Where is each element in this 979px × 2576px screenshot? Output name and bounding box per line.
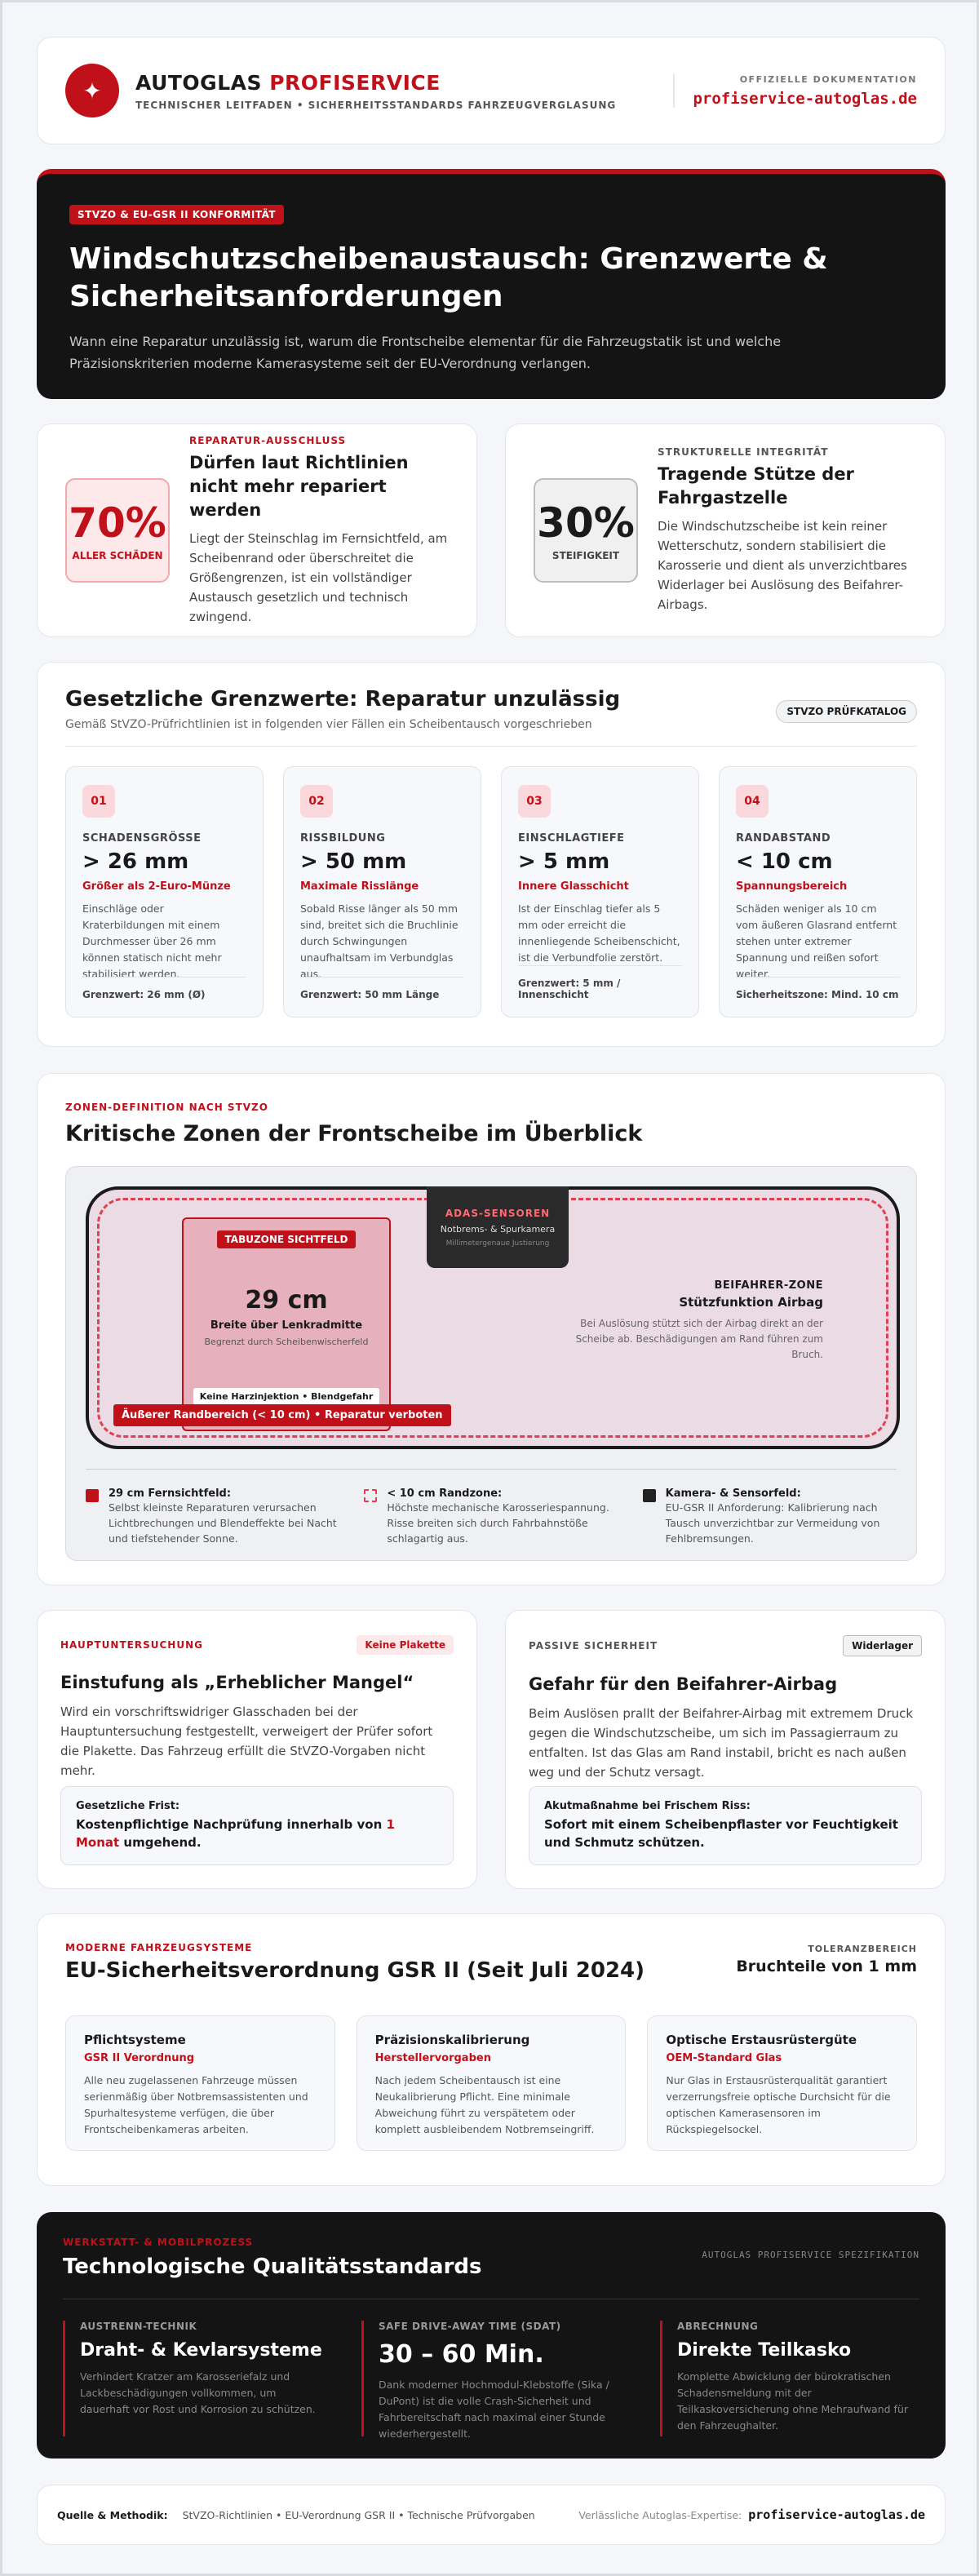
- inspection-kicker: HAUPTUNTERSUCHUNG: [60, 1639, 203, 1651]
- limit-sub: Größer als 2-Euro-Münze: [82, 880, 231, 893]
- limit-kicker: SCHADENSGRÖSSE: [82, 832, 202, 845]
- limits-title: Gesetzliche Grenzwerte: Reparatur unzulässig: [65, 687, 621, 712]
- edge-zone-label: Äußerer Randbereich (< 10 cm) • Reparatur verboten: [113, 1404, 451, 1426]
- gsr-card-text: Nur Glas in Erstausrüsterqualität garantiert verzerrungsfreie optische Durchsicht für die optischen Kamerasensoren im Rückspiegelsockel.: [666, 2074, 891, 2135]
- legend-item: [643, 1488, 897, 1546]
- legend-title: < 10 cm Randzone:: [387, 1488, 503, 1500]
- gsr-card: [647, 2015, 917, 2151]
- windshield-diagram: [65, 1166, 917, 1561]
- tech-title: Technologische Qualitätsstandards: [63, 2255, 482, 2279]
- stat-text: Liegt der Steinschlag im Fernsichtfeld, am Scheibenrand oder überschreitet die Größengrenzen, ist ein vollständiger Austausch gesetzlich und technisch zwingend.: [189, 530, 448, 624]
- stat-title: Tragende Stütze der Fahrgastzelle: [658, 464, 854, 508]
- tech-column-label: ABRECHNUNG: [677, 2321, 759, 2332]
- limit-footer: Grenzwert: 26 mm (Ø): [82, 977, 246, 1000]
- limit-card: [501, 766, 699, 1018]
- tech-column-text: Verhindert Kratzer am Karosseriefalz und Lackbeschädigungen vollkommen, um dauerhaft vor Rost und Korrosion zu schützen.: [80, 2370, 316, 2415]
- stat-card-repair: [37, 423, 477, 637]
- limit-footer: Sicherheitszone: Mind. 10 cm: [736, 977, 900, 1000]
- tech-column: [660, 2321, 919, 2436]
- stat-text: Die Windschutzscheibe ist kein reiner Wetterschutz, sondern stabilisiert die Karosserie und dient als unverzichtbares Widerlager bei Auslösung des Beifahrer-Airbags.: [658, 519, 907, 612]
- tech-spec-label: AUTOGLAS PROFISERVICE SPEZIFIKATION: [702, 2250, 919, 2260]
- passenger-zone-text: Bei Auslösung stützt sich der Airbag direkt an der Scheibe ab. Beschädigungen am Rand führen zum Bruch.: [575, 1318, 823, 1360]
- tabu-zone-tag: TABUZONE SICHTFELD: [217, 1230, 357, 1248]
- tabu-zone-chip: Keine Harzinjektion • Blendgefahr: [193, 1388, 380, 1405]
- gsr-card: [65, 2015, 335, 2151]
- inspection-title: Einstufung als „Erheblicher Mangel“: [60, 1673, 414, 1692]
- legend-title: 29 cm Fernsichtfeld:: [109, 1488, 232, 1500]
- limit-text: Ist der Einschlag tiefer als 5 mm oder erreicht die innenliegende Scheibenschicht, ist die Verbundfolie zerstört.: [518, 902, 680, 964]
- stat-kicker: REPARATUR-AUSSCHLUSS: [189, 434, 347, 446]
- limits-subtitle: Gemäß StVZO-Prüfrichtlinien ist in folgenden vier Fällen ein Scheibentausch vorgeschrieben: [65, 718, 592, 731]
- tech-column-title: Direkte Teilkasko: [677, 2340, 852, 2361]
- star-icon: ✦: [82, 77, 102, 104]
- action-box: [529, 1786, 922, 1865]
- doc-label: OFFIZIELLE DOKUMENTATION: [739, 73, 917, 85]
- passenger-zone: [562, 1279, 823, 1363]
- tech-column-text: Dank moderner Hochmodul-Klebstoffe (Sika / DuPont) ist die volle Crash-Sicherheit und Fahrbereitschaft nach maximal einer Stunde wiederhergestellt.: [379, 2379, 609, 2440]
- limit-number: 02: [300, 785, 333, 818]
- brand-block: [135, 71, 616, 111]
- inspection-text: Wird ein vorschriftswidriger Glasschaden bei der Hauptuntersuchung festgestellt, verweigert der Prüfer sofort die Plakette. Das Fahrzeug erfüllt die StVZO-Vorgaben nicht mehr.: [60, 1705, 433, 1778]
- limits-section: [37, 662, 946, 1047]
- limit-sub: Innere Glasschicht: [518, 880, 629, 893]
- hero-title: Windschutzscheibenaustausch: Grenzwerte & Sicherheitsanforderungen: [69, 242, 828, 313]
- deadline-box: [60, 1786, 454, 1865]
- tolerance-block: [736, 1944, 917, 1975]
- limit-kicker: RISSBILDUNG: [300, 832, 386, 845]
- limit-number: 01: [82, 785, 115, 818]
- gsr-title: EU-Sicherheitsverordnung GSR II (Seit Juli 2024): [65, 1958, 645, 1983]
- windshield-outline: [86, 1186, 900, 1449]
- inspection-card: [37, 1610, 477, 1889]
- limit-sub: Maximale Risslänge: [300, 880, 419, 893]
- tech-column: [63, 2321, 322, 2436]
- stat-value-label: STEIFIGKEIT: [552, 550, 620, 561]
- conformity-badge: STVZO & EU-GSR II KONFORMITÄT: [69, 205, 284, 224]
- black-square-icon: [643, 1489, 656, 1502]
- limits-cards: [65, 766, 917, 1018]
- gsr-section: [37, 1913, 946, 2186]
- legend-text: EU-GSR II Anforderung: Kalibrierung nach Tausch unverzichtbar zur Vermeidung von Fehlbremsungen.: [665, 1501, 880, 1545]
- legend-text: Selbst kleinste Reparaturen verursachen Lichtbrechungen und Blendeffekte bei Nacht und tiefstehender Sonne.: [109, 1501, 337, 1545]
- brand-logo: [65, 64, 119, 117]
- limit-value: > 5 mm: [518, 849, 610, 874]
- limit-card: [719, 766, 917, 1018]
- footer-right-label: Verlässliche Autoglas-Expertise:: [578, 2508, 742, 2521]
- brand-name: AUTOGLAS PROFISERVICE: [135, 70, 441, 95]
- action-label: Akutmaßnahme bei Frischem Riss:: [544, 1800, 751, 1812]
- tech-column-label: SAFE DRIVE-AWAY TIME (SDAT): [379, 2321, 561, 2332]
- limit-text: Einschläge oder Kraterbildungen mit einem Durchmesser über 26 mm können statisch nicht mehr stabilisiert werden.: [82, 902, 222, 980]
- gsr-cards: [65, 2015, 917, 2151]
- gsr-card-sub: OEM-Standard Glas: [666, 2052, 782, 2064]
- gsr-card-text: Nach jedem Scheibentausch ist eine Neukalibrierung Pflicht. Eine minimale Abweichung führt zu verspätetem oder komplett ausbleibendem Notbremseingriff.: [374, 2074, 595, 2135]
- stat-box: [534, 478, 638, 583]
- stat-value: 70%: [69, 499, 166, 547]
- adas-title: ADAS-SENSOREN: [445, 1208, 551, 1219]
- stat-card-structure: [505, 423, 946, 637]
- zones-kicker: ZONEN-DEFINITION NACH STVZO: [65, 1102, 268, 1113]
- limit-footer: Grenzwert: 5 mm / Innenschicht: [518, 965, 682, 1000]
- tech-kicker: WERKSTATT- & MOBILPROZESS: [63, 2237, 254, 2248]
- tech-column-text: Komplette Abwicklung der bürokratischen Schadensmeldung mit der Teilkaskoversicherung ohne Mehraufwand für den Fahrzeughalter.: [677, 2370, 909, 2432]
- page-header: [37, 37, 946, 144]
- passive-safety-card: [505, 1610, 946, 1889]
- tabu-zone-label: Breite über Lenkradmitte: [210, 1319, 363, 1332]
- limit-kicker: RANDABSTAND: [736, 832, 831, 845]
- footer-sources: StVZO-Richtlinien • EU-Verordnung GSR II • Technische Prüfvorgaben: [182, 2508, 535, 2521]
- limit-card: [65, 766, 264, 1018]
- limit-value: < 10 cm: [736, 849, 833, 874]
- limit-value: > 50 mm: [300, 849, 407, 874]
- deadline-label: Gesetzliche Frist:: [76, 1800, 180, 1812]
- tabu-zone: [182, 1217, 391, 1431]
- passive-kicker: PASSIVE SICHERHEIT: [529, 1640, 658, 1652]
- footer-url-link[interactable]: profiservice-autoglas.de: [748, 2507, 925, 2522]
- limit-text: Sobald Risse länger als 50 mm sind, breitet sich die Bruchlinie durch Schwingungen unaufhaltsam im Verbundglas aus.: [300, 902, 458, 980]
- tech-column-title: 30 – 60 Min.: [379, 2340, 544, 2369]
- gsr-card-text: Alle neu zugelassenen Fahrzeuge müssen serienmäßig über Notbremsassistenten und Spurhaltesysteme verfügen, die über Frontscheibenkameras arbeiten.: [84, 2074, 308, 2135]
- catalog-pill: STVZO PRÜFKATALOG: [776, 700, 917, 723]
- passive-title: Gefahr für den Beifahrer-Airbag: [529, 1674, 838, 1694]
- passive-text: Beim Auslösen prallt der Beifahrer-Airbag mit extremem Druck gegen die Windschutzscheibe, um sich im Passagierraum zu entfalten. Ist das Glas am Rand instabil, bricht es nach außen weg und der Schutz versagt.: [529, 1706, 914, 1780]
- passive-pill: Widerlager: [843, 1635, 922, 1656]
- zones-title: Kritische Zonen der Frontscheibe im Überblick: [65, 1121, 643, 1146]
- tech-section: [37, 2212, 946, 2459]
- tech-column-title: Draht- & Kevlarsysteme: [80, 2340, 322, 2361]
- gsr-card-title: Optische Erstausrüstergüte: [666, 2033, 857, 2047]
- stat-value-label: ALLER SCHÄDEN: [72, 550, 163, 561]
- adas-label: Notbrems- & Spurkamera: [440, 1224, 556, 1235]
- gsr-card: [357, 2015, 627, 2151]
- passenger-zone-title: BEIFAHRER-ZONE: [714, 1279, 823, 1292]
- limit-footer: Grenzwert: 50 mm Länge: [300, 977, 464, 1000]
- limit-value: > 26 mm: [82, 849, 189, 874]
- stat-value: 30%: [537, 499, 635, 547]
- header-url-link[interactable]: profiservice-autoglas.de: [693, 89, 917, 108]
- limit-text: Schäden weniger als 10 cm vom äußeren Glasrand entfernt stehen unter extremer Spannung und reißen sofort weiter.: [736, 902, 897, 980]
- stat-kicker: STRUKTURELLE INTEGRITÄT: [658, 446, 829, 458]
- hero-section: [37, 169, 946, 399]
- gsr-card-title: Präzisionskalibrierung: [374, 2033, 530, 2047]
- tech-column: [361, 2321, 621, 2440]
- page-footer: [37, 2485, 946, 2545]
- legend-text: Höchste mechanische Karosseriespannung. Risse breiten sich durch Fahrbahnstöße schlagartig aus.: [387, 1501, 609, 1545]
- dashed-square-icon: [364, 1489, 377, 1502]
- red-square-icon: [86, 1489, 99, 1502]
- footer-label: Quelle & Methodik:: [57, 2508, 168, 2521]
- gsr-card-sub: GSR II Verordnung: [84, 2052, 195, 2064]
- limit-card: [283, 766, 481, 1018]
- limit-sub: Spannungsbereich: [736, 880, 848, 893]
- legend-item: [364, 1488, 618, 1546]
- divider: [65, 746, 917, 747]
- gsr-card-sub: Herstellervorgaben: [374, 2052, 491, 2064]
- stat-title: Dürfen laut Richtlinien nicht mehr repariert werden: [189, 452, 409, 520]
- action-text: Sofort mit einem Scheibenpflaster vor Feuchtigkeit und Schmutz schützen.: [544, 1817, 898, 1850]
- gsr-card-title: Pflichtsysteme: [84, 2033, 186, 2047]
- tech-column-label: AUSTRENN-TECHNIK: [80, 2321, 197, 2332]
- hero-text: Wann eine Reparatur unzulässig ist, warum die Frontscheibe elementar für die Fahrzeugstatik ist und welche Präzisionskriterien moderne Kamerasysteme seit der EU-Verordnung verlangen.: [69, 334, 782, 371]
- inspection-pill: Keine Plakette: [357, 1635, 454, 1655]
- limit-number: 03: [518, 785, 551, 818]
- adas-sensor-zone: [427, 1186, 569, 1268]
- passenger-zone-label: Stützfunktion Airbag: [679, 1295, 823, 1310]
- tabu-zone-value: 29 cm: [245, 1286, 328, 1315]
- zones-section: [37, 1073, 946, 1585]
- gsr-kicker: MODERNE FAHRZEUGSYSTEME: [65, 1942, 253, 1953]
- tech-columns: [63, 2321, 919, 2440]
- legend-item: [86, 1488, 339, 1546]
- adas-note: Millimetergenaue Justierung: [445, 1239, 550, 1248]
- deadline-text: Kostenpflichtige Nachprüfung innerhalb von 1 Monat umgehend.: [76, 1817, 395, 1850]
- legend-title: Kamera- & Sensorfeld:: [665, 1488, 801, 1500]
- brand-subtitle: TECHNISCHER LEITFADEN • SICHERHEITSSTANDARDS FAHRZEUGVERGLASUNG: [135, 99, 617, 111]
- zones-legend: [86, 1469, 897, 1546]
- limit-number: 04: [736, 785, 769, 818]
- tolerance-label: TOLERANZBEREICH: [808, 1944, 917, 1954]
- tabu-zone-note: Begrenzt durch Scheibenwischerfeld: [204, 1337, 369, 1347]
- limit-kicker: EINSCHLAGTIEFE: [518, 832, 625, 845]
- doc-info: [673, 74, 917, 108]
- tolerance-value: Bruchteile von 1 mm: [736, 1957, 917, 1975]
- stat-box: [65, 478, 170, 583]
